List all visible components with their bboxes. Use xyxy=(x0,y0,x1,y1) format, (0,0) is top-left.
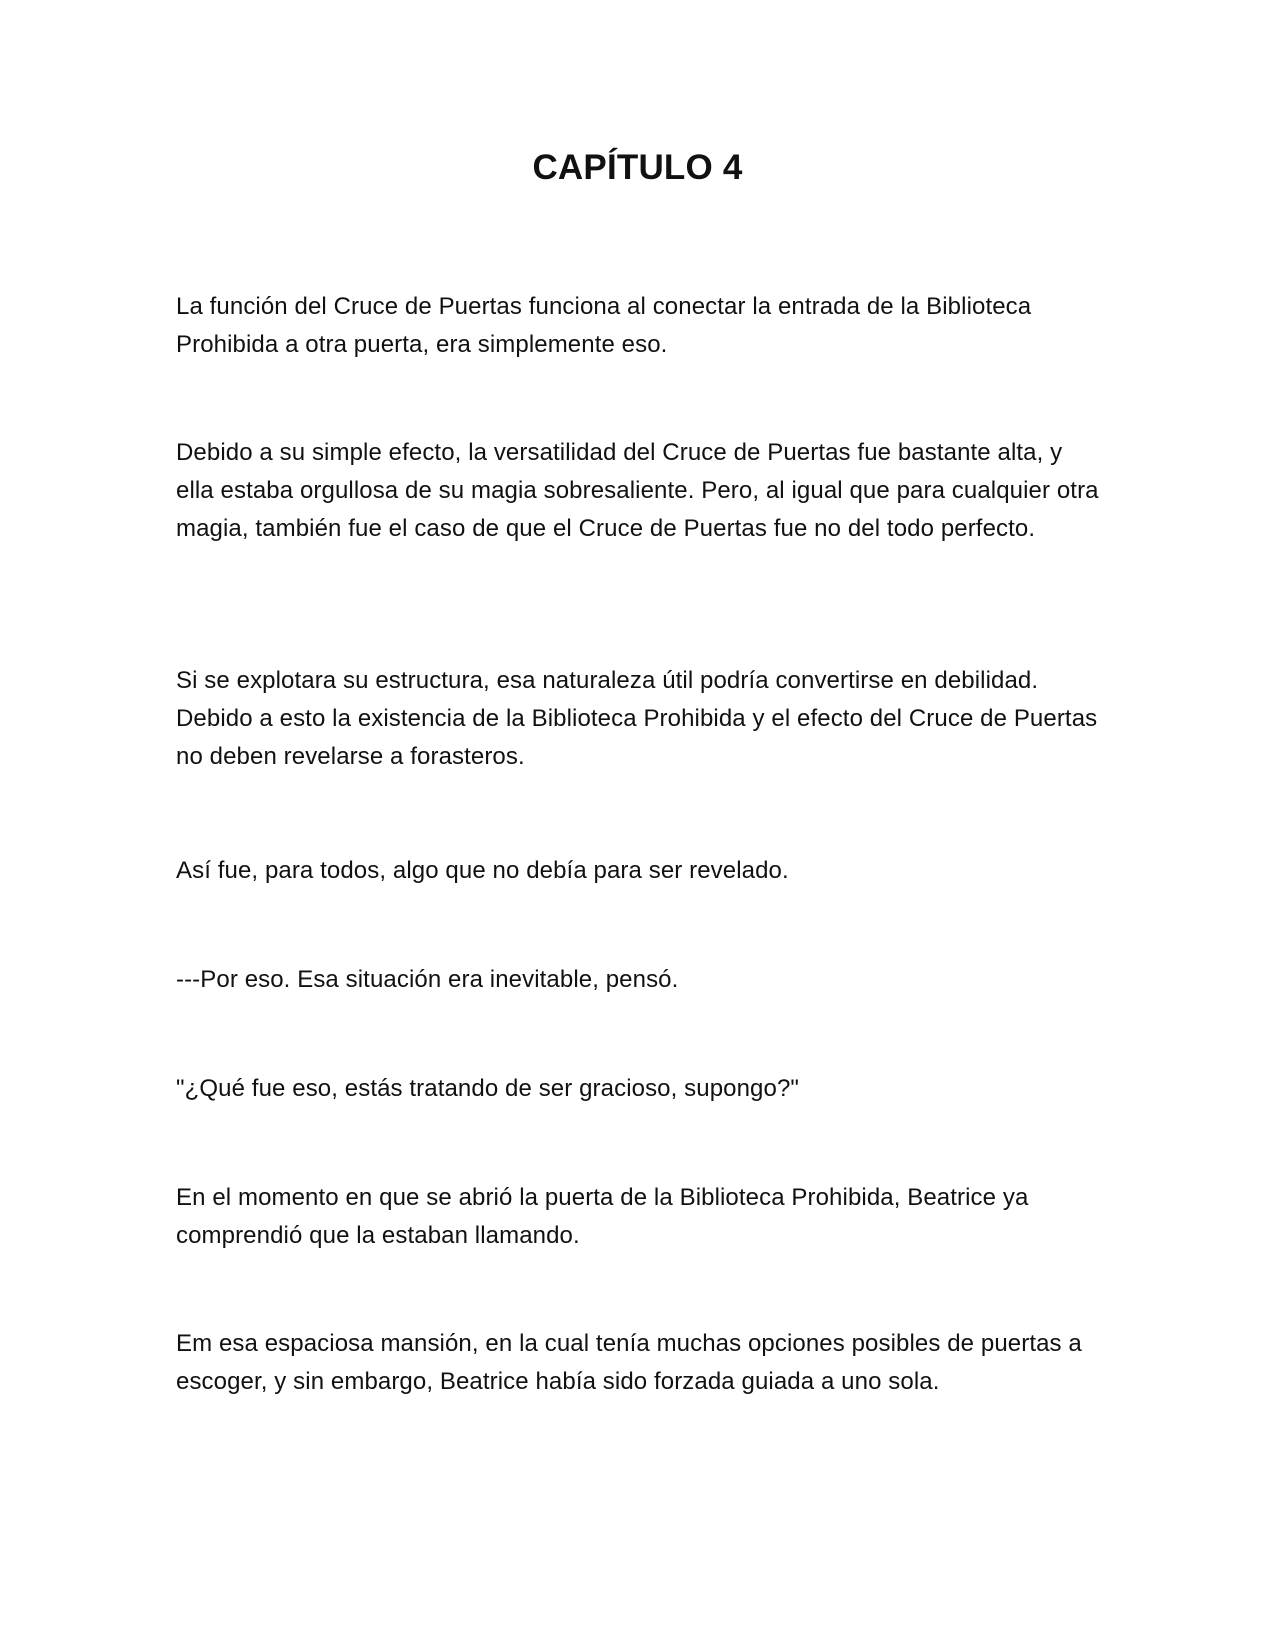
paragraph: Así fue, para todos, algo que no debía para ser revelado. xyxy=(176,857,789,884)
paragraph: En el momento en que se abrió la puerta de la Biblioteca Prohibida, Beatrice ya comprendió que la estaban llamando. xyxy=(176,1184,1029,1249)
paragraph: "¿Qué fue eso, estás tratando de ser gracioso, supongo?" xyxy=(176,1075,800,1102)
paragraph: Em esa espaciosa mansión, en la cual tenía muchas opciones posibles de puertas a escoger, y sin embargo, Beatrice había sido forzada guiada a uno sola. xyxy=(176,1330,1082,1395)
paragraph: Debido a su simple efecto, la versatilidad del Cruce de Puertas fue bastante alta, y ella estaba orgullosa de su magia sobresaliente. Pero, al igual que para cualquier otra magia, también fue el caso de que el Cruce de Puertas fue no del todo perfecto. xyxy=(176,439,1099,542)
paragraph: ---Por eso. Esa situación era inevitable, pensó. xyxy=(176,966,679,993)
paragraph: Si se explotara su estructura, esa naturaleza útil podría convertirse en debilidad. Debido a esto la existencia de la Biblioteca Prohibida y el efecto del Cruce de Puertas no deben revelarse a forasteros. xyxy=(176,667,1098,770)
paragraph: La función del Cruce de Puertas funciona al conectar la entrada de la Biblioteca Prohibida a otra puerta, era simplemente eso. xyxy=(176,293,1032,358)
chapter-title: CAPÍTULO 4 xyxy=(532,148,743,187)
